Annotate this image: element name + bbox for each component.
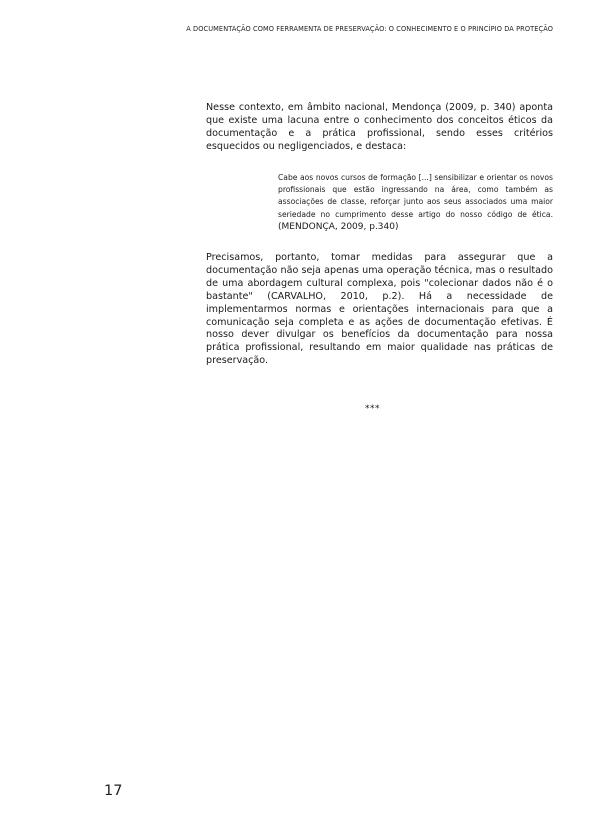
body-paragraph-1: Nesse contexto, em âmbito nacional, Mendonça (2009, p. 340) aponta que existe uma lacuna entre o conhecimento dos conceitos éticos da documentação e a prática profissional, sendo esses critérios esquecidos ou negligenciados, e destaca: [206,102,553,152]
body-paragraph-2: Precisamos, portanto, tomar medidas para assegurar que a documentação não seja apenas uma operação técnica, mas o resultado de uma abordagem cultural complexa, pois "colecionar dados não é o bastante" (CARVALHO, 2010, p.2). Há a necessidade de implementarmos normas e orientações internacionais para que a comunicação seja completa e as ações de documentação efetivas. É nosso dever divulgar os benefícios da documentação para nossa prática profissional, resultando em maior qualidade nas práticas de preservação. [206,252,553,367]
block-quote-text: Cabe aos novos cursos de formação [...] sensibilizar e orientar os novos profissionais que estão ingressando na área, como também as associações de classe, reforçar junto aos seus associados uma maior seriedade no cumprimento desse artigo do nosso código de ética. [278,173,553,219]
section-separator: *** [365,404,380,414]
running-header: A DOCUMENTAÇÃO COMO FERRAMENTA DE PRESERVAÇÃO: O CONHECIMENTO E O PRINCÍPIO DA PROTEÇÃO [186,25,553,33]
block-quote [278,172,553,233]
page-number: 17 [104,783,123,799]
block-quote-citation: (MENDONÇA, 2009, p.340) [278,221,399,232]
